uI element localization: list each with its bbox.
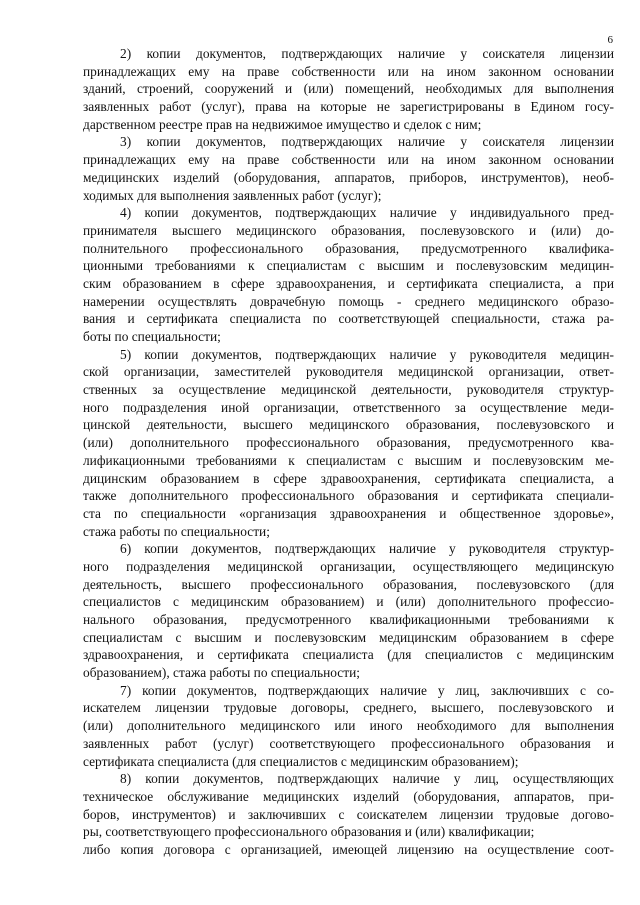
text-line: ственных за осуществление медицинской деятельности, руководителя структур- (83, 382, 614, 398)
text-line: лификационными требованиями к специалистам с высшим и послевузовским ме- (83, 452, 614, 468)
text-line: также дополнительного профессионального образования и сертификата специали- (83, 488, 614, 504)
text-line: образованием), стажа работы по специальности; (83, 665, 360, 681)
document-body (83, 45, 614, 859)
text-line: здравоохранения, и сертификата специалиста (для специалистов с медицинским (83, 647, 614, 663)
text-line: заявленных работ (услуг) соответствующего профессионального образования и (83, 735, 614, 751)
text-line: принимателя высшего медицинского образования, послевузовского и (или) до- (83, 222, 614, 238)
text-line: ного подразделения медицинской организации, осуществляющего медицинскую (83, 558, 614, 574)
text-line: стажа работы по специальности; (83, 523, 270, 539)
text-line: 5) копии документов, подтверждающих наличие у руководителя медицин- (120, 346, 614, 362)
text-line: намерении осуществлять доврачебную помощь - среднего медицинского образо- (83, 293, 614, 309)
text-line: нального образования, предусмотренного квалификационными требованиями к (83, 612, 614, 627)
text-line: техническое обслуживание медицинских изделий (оборудования, аппаратов, при- (83, 788, 614, 804)
text-line: искателем лицензии трудовые договоры, среднего, высшего, послевузовского и (83, 700, 614, 716)
text-line: полнительного профессионального образования, предусмотренного квалифика- (83, 240, 614, 256)
text-line: специалистов с медицинским образованием) и (или) дополнительного профессио- (83, 594, 614, 610)
text-line: дицинским образованием в сфере здравоохранения, сертификата специалиста, а (83, 470, 614, 486)
text-line: цинской деятельности, высшего медицинского образования, послевузовского и (83, 417, 614, 433)
text-line: вания и сертификата специалиста по соответствующей специальности, стажа ра- (83, 311, 614, 327)
text-line: ской организации, заместителей руководителя медицинской организации, ответ- (83, 364, 614, 380)
text-line: (или) дополнительного профессионального образования, предусмотренного ква- (83, 435, 614, 451)
text-line: ционными требованиями к специалистам с высшим и послевузовским медицин- (83, 258, 614, 274)
text-line: ного подразделения иной организации, ответственного за осуществление меди- (83, 399, 614, 415)
text-line: принадлежащих ему на праве собственности или на ином законном основании (83, 152, 614, 168)
text-line: 7) копии документов, подтверждающих наличие у лиц, заключивших с со- (120, 682, 614, 698)
text-line: зданий, строений, сооружений и (или) помещений, необходимых для выполнения (83, 81, 614, 97)
text-line: боров, инструментов) и заключивших с соискателем лицензии трудовые догово- (83, 806, 614, 822)
text-line: (или) дополнительного медицинского или иного необходимого для выполнения (83, 718, 614, 734)
text-line: либо копия договора с организацией, имеющей лицензию на осуществление соот- (83, 841, 614, 857)
text-line: 3) копии документов, подтверждающих наличие у соискателя лицензии (120, 134, 614, 150)
text-line: ским образованием в сфере здравоохранения, и сертификата специалиста, а при (83, 275, 614, 291)
text-line: деятельность, высшего профессионального образования, послевузовского (для (83, 576, 614, 592)
page-number: 6 (607, 34, 613, 46)
text-line: сертификата специалиста (для специалистов с медицинским образованием); (83, 753, 519, 769)
text-line: боты по специальности; (83, 329, 221, 344)
text-line: ста по специальности «организация здравоохранения и общественное здоровье», (83, 505, 614, 521)
text-line: принадлежащих ему на праве собственности или на ином законном основании (83, 63, 614, 79)
text-line: ходимых для выполнения заявленных работ (услуг); (83, 187, 382, 203)
text-line: 8) копии документов, подтверждающих наличие у лиц, осуществляющих (120, 771, 614, 787)
text-line: медицинских изделий (оборудования, аппаратов, приборов, инструментов), необ- (83, 169, 614, 185)
text-line: 4) копии документов, подтверждающих наличие у индивидуального пред- (120, 205, 614, 221)
text-line: 2) копии документов, подтверждающих наличие у соискателя лицензии (120, 46, 614, 61)
text-line: специалистам с высшим и послевузовским медицинским образованием в сфере (83, 629, 614, 645)
text-line: заявленных работ (услуг), права на которые не зарегистрированы в Едином госу- (83, 99, 614, 115)
text-line: дарственном реестре прав на недвижимое имущество и сделок с ним; (83, 116, 482, 132)
text-line: ры, соответствующего профессионального образования и (или) квалификации; (83, 824, 535, 840)
text-line: 6) копии документов, подтверждающих наличие у руководителя структур- (120, 541, 614, 557)
